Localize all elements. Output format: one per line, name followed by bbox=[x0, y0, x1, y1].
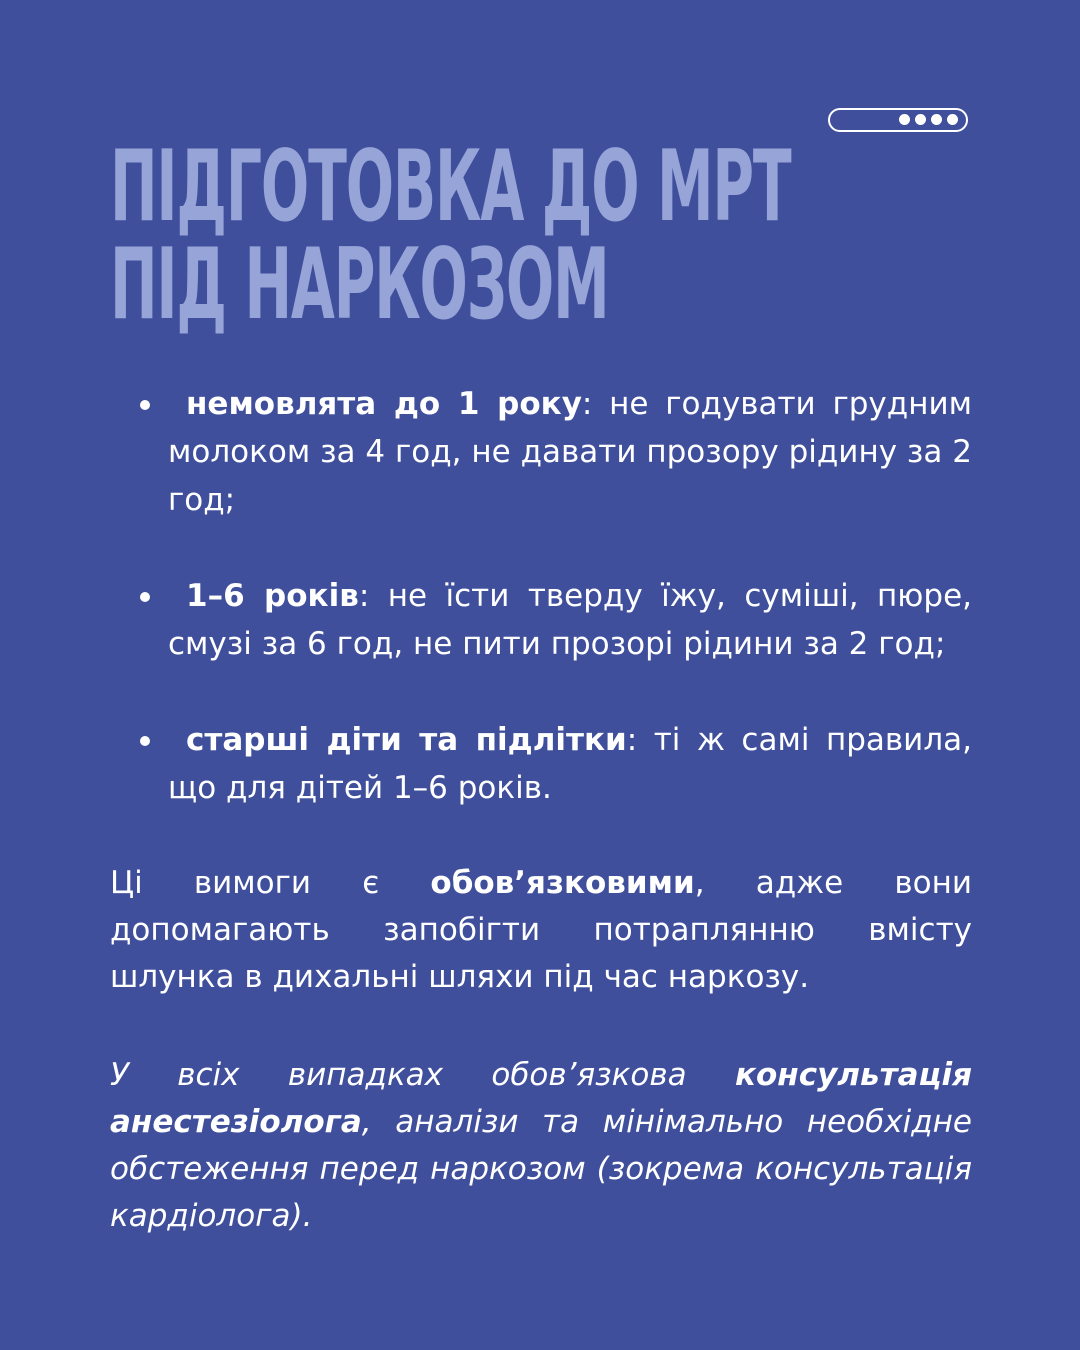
note-text-after: , адже вони допомагають запобігти потраплянню вмісту шлунка в дихальні шляхи під час наркозу. bbox=[110, 865, 972, 995]
carousel-indicator bbox=[828, 108, 968, 132]
consultation-note bbox=[110, 1052, 972, 1240]
list-item bbox=[110, 380, 972, 524]
list-item-text: : не годувати грудним молоком за 4 год, не давати прозору рідину за 2 год; bbox=[168, 386, 972, 518]
list-item-term: немовлята до 1 року bbox=[186, 386, 582, 422]
note2-emphasis: консультація анестезіолога bbox=[110, 1057, 972, 1140]
age-rules-list bbox=[110, 380, 972, 860]
carousel-dot bbox=[947, 114, 958, 125]
title-line-2: ПІД НАРКОЗОМ bbox=[110, 228, 609, 342]
carousel-dots bbox=[899, 114, 958, 125]
list-item-term: 1–6 років bbox=[186, 578, 359, 614]
list-item bbox=[110, 572, 972, 668]
carousel-dot bbox=[931, 114, 942, 125]
list-item-term: старші діти та підлітки bbox=[186, 722, 627, 758]
page-title bbox=[110, 130, 791, 342]
list-item bbox=[110, 716, 972, 812]
note-text-before: Ці вимоги є bbox=[110, 865, 431, 901]
note-emphasis: обов’язковими bbox=[430, 865, 695, 901]
carousel-dot bbox=[899, 114, 910, 125]
bullet-dot-icon bbox=[140, 592, 150, 602]
note2-text-before: У всіх випадках обов’язкова bbox=[110, 1057, 735, 1093]
list-item-text: : не їсти тверду їжу, суміші, пюре, смузі за 6 год, не пити прозорі рідини за 2 год; bbox=[168, 578, 972, 662]
list-item-text: : ті ж самі правила, що для дітей 1–6 років. bbox=[168, 722, 972, 806]
note2-text-after: , аналізи та мінімально необхідне обстеження перед наркозом (зокрема консультація кардіолога). bbox=[110, 1104, 972, 1234]
bullet-dot-icon bbox=[140, 400, 150, 410]
carousel-dot bbox=[915, 114, 926, 125]
requirements-note bbox=[110, 860, 972, 1001]
bullet-dot-icon bbox=[140, 736, 150, 746]
title-line-1: ПІДГОТОВКА ДО МРТ bbox=[110, 130, 791, 244]
